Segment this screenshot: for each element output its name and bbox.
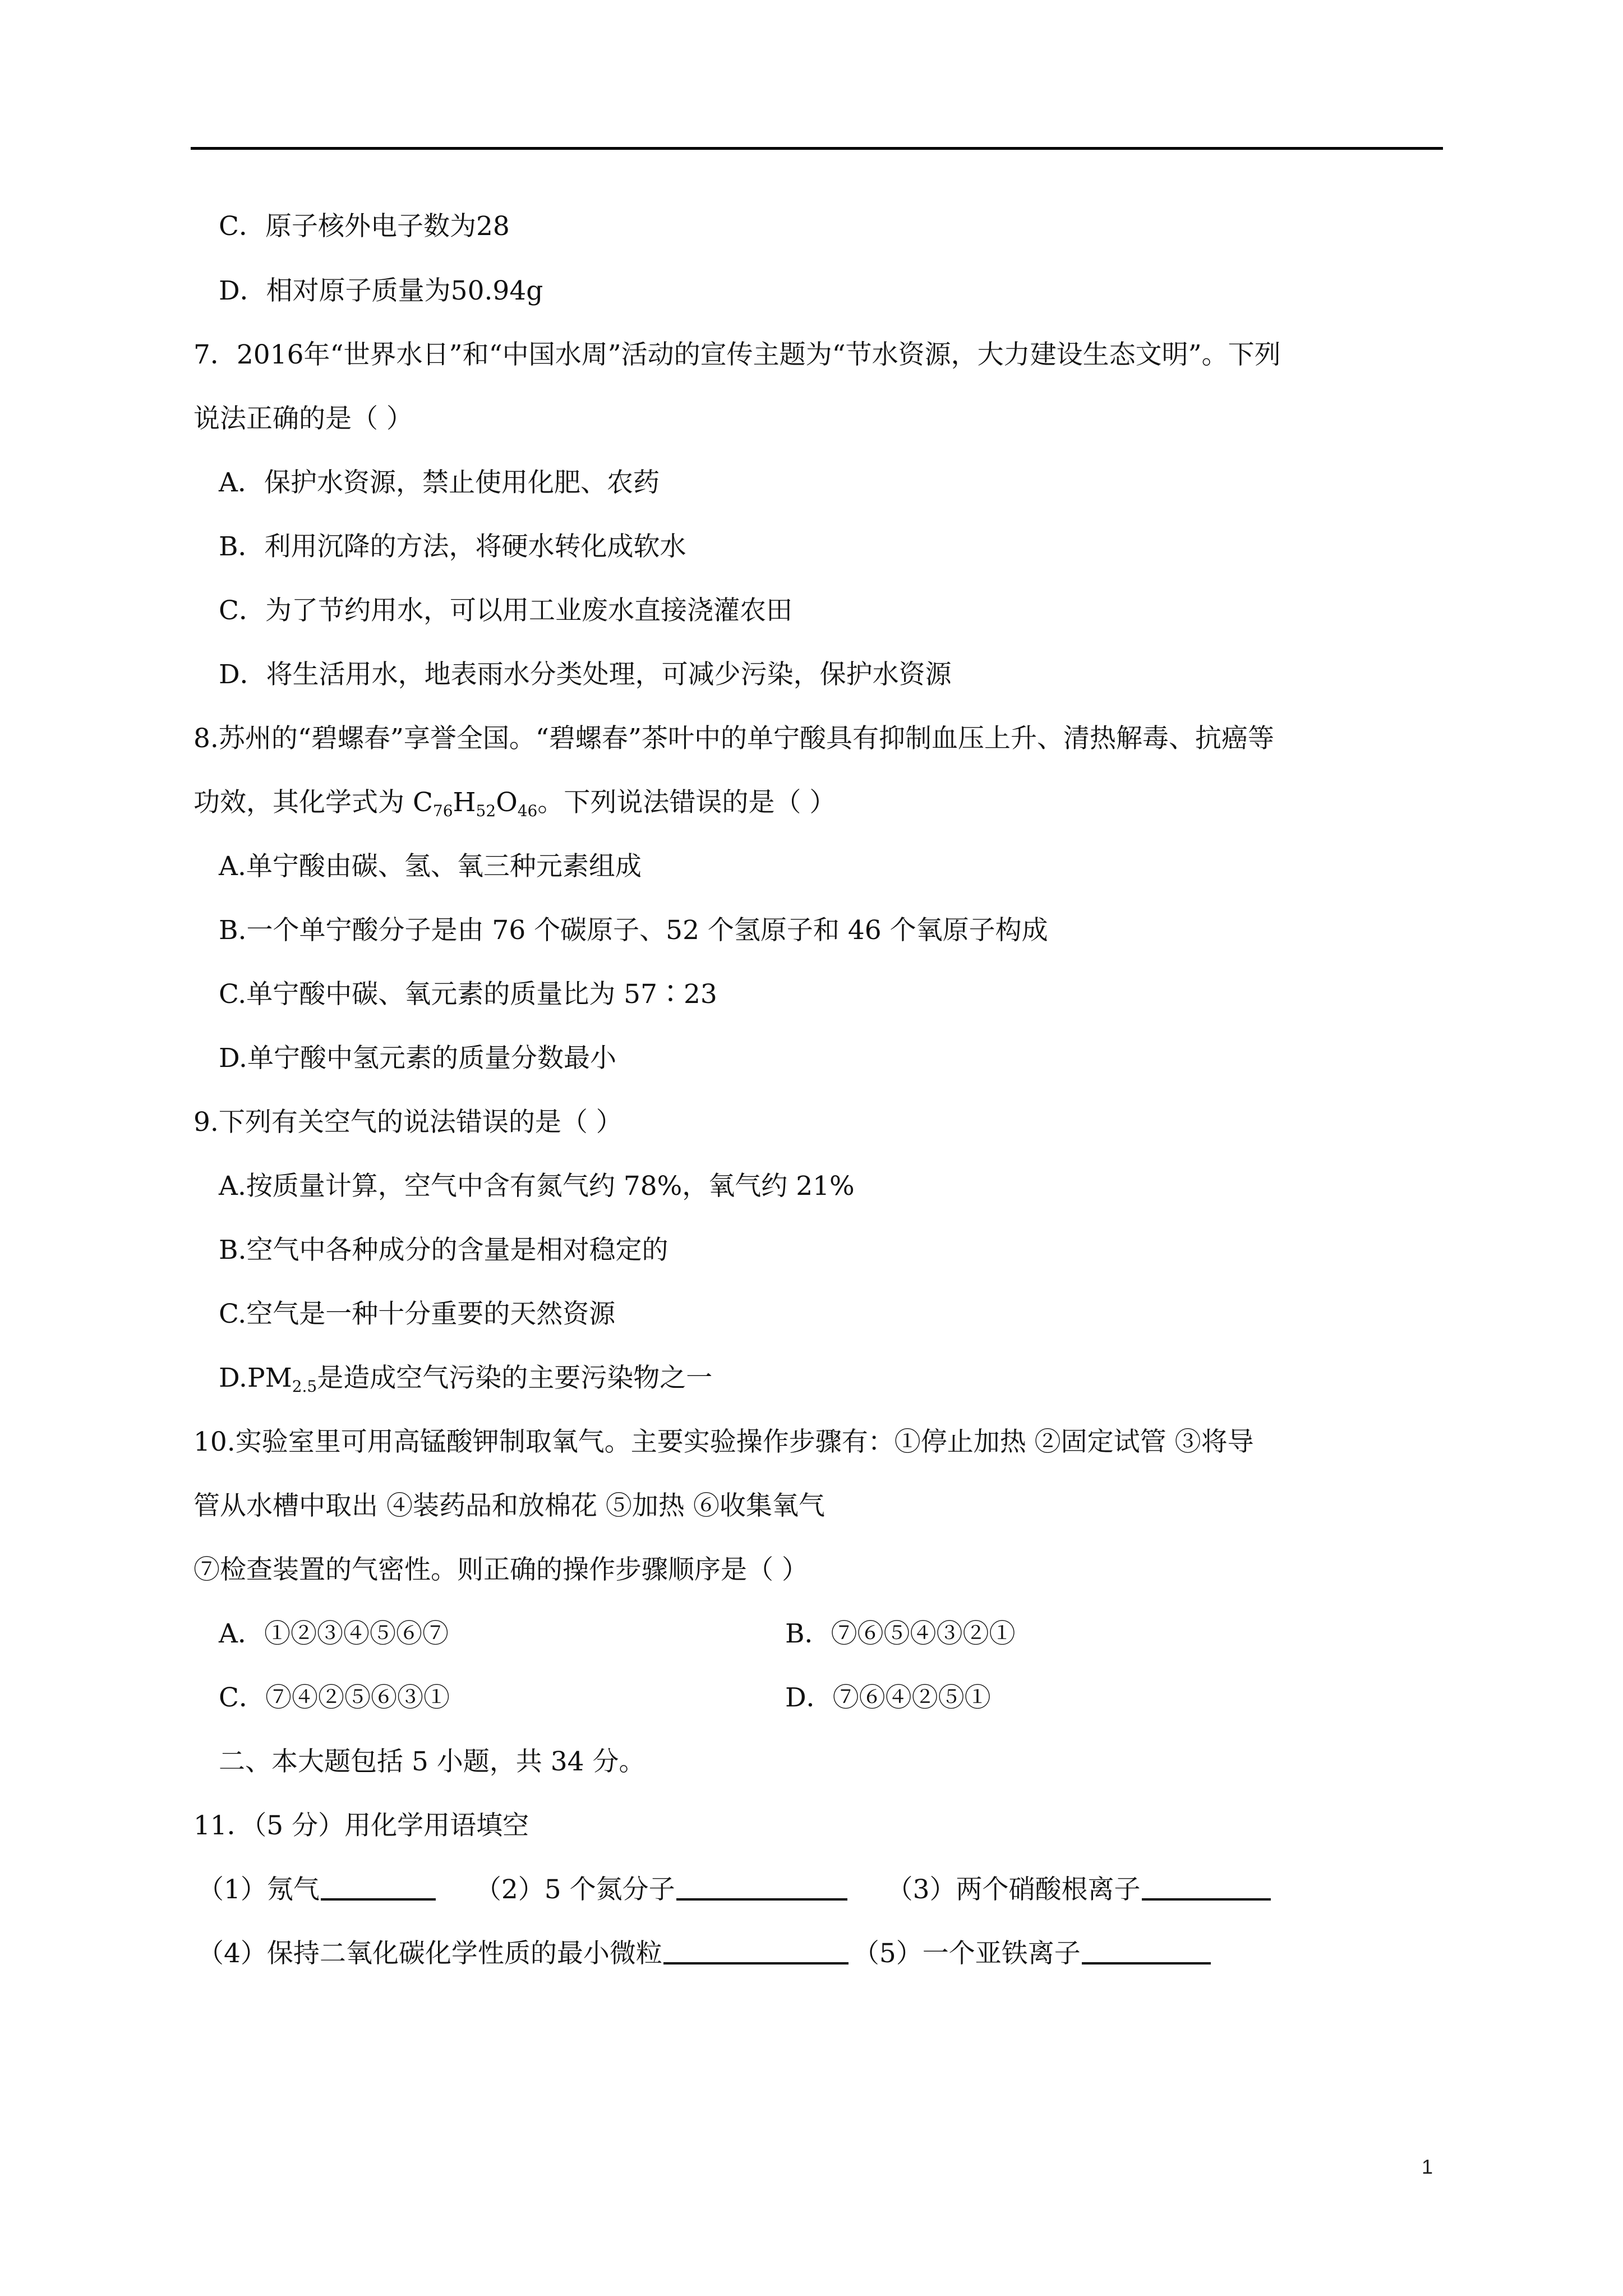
q7-option-d: D．将生活用水，地表雨水分类处理，可减少污染，保护水资源 bbox=[219, 659, 952, 690]
q11-part-1-label: （1）氖气 bbox=[197, 1874, 320, 1905]
header-rule bbox=[191, 147, 1443, 150]
section-2-heading: 二、本大题包括 5 小题，共 34 分。 bbox=[219, 1746, 645, 1777]
q7-stem-line-2: 说法正确的是（ ） bbox=[193, 403, 413, 434]
q8-formula-h: H bbox=[453, 787, 476, 818]
q8-stem-line-1: 8.苏州的“碧螺春”享誉全国。“碧螺春”茶叶中的单宁酸具有抑制血压上升、清热解毒、抗癌等 bbox=[193, 723, 1274, 754]
q6-option-d: D．相对原子质量为50.94g bbox=[219, 275, 543, 306]
q8-option-b: B.一个单宁酸分子是由 76 个碳原子、52 个氢原子和 46 个氧原子构成 bbox=[219, 915, 1048, 946]
q11-part-3-blank[interactable] bbox=[1142, 1874, 1271, 1901]
q10-option-b: B．⑦⑥⑤④③②① bbox=[785, 1618, 1016, 1649]
q10-stem-line-1: 10.实验室里可用高锰酸钾制取氧气。主要实验操作步骤有：①停止加热 ②固定试管 ③将导 bbox=[193, 1427, 1254, 1457]
q11-part-5-blank[interactable] bbox=[1082, 1938, 1211, 1964]
q8-stem-pre: 功效，其化学式为 C bbox=[193, 787, 433, 818]
q7-option-a: A．保护水资源，禁止使用化肥、农药 bbox=[219, 467, 660, 498]
q9-option-b: B.空气中各种成分的含量是相对稳定的 bbox=[219, 1235, 668, 1266]
q11-part-4-label: （4）保持二氧化碳化学性质的最小微粒 bbox=[197, 1938, 662, 1969]
q11-part-5-label: （5）一个亚铁离子 bbox=[852, 1938, 1081, 1969]
q8-option-c: C.单宁酸中碳、氧元素的质量比为 57∶23 bbox=[219, 979, 717, 1010]
q11-part-2-label: （2）5 个氮分子 bbox=[474, 1874, 675, 1905]
q9-option-a: A.按质量计算，空气中含有氮气约 78%，氧气约 21% bbox=[219, 1171, 855, 1202]
q10-option-a: A．①②③④⑤⑥⑦ bbox=[219, 1618, 449, 1649]
q8-stem-post: 。下列说法错误的是（ ） bbox=[537, 787, 836, 818]
page-number: 1 bbox=[1422, 2155, 1433, 2178]
q9-d-pre: D.PM bbox=[219, 1363, 292, 1393]
q6-option-c: C．原子核外电子数为28 bbox=[219, 211, 510, 242]
q11-part-3-label: （3）两个硝酸根离子 bbox=[886, 1874, 1141, 1905]
q11-stem: 11．（5 分）用化学用语填空 bbox=[193, 1810, 529, 1841]
q9-d-post: 是造成空气污染的主要污染物之一 bbox=[317, 1363, 713, 1393]
q7-option-c: C．为了节约用水，可以用工业废水直接浇灌农田 bbox=[219, 595, 792, 626]
q7-option-b: B．利用沉降的方法，将硬水转化成软水 bbox=[219, 531, 686, 562]
q10-stem-line-2: 管从水槽中取出 ④装药品和放棉花 ⑤加热 ⑥收集氧气 bbox=[193, 1490, 825, 1521]
q7-stem-line-1: 7．2016年“世界水日”和“中国水周”活动的宣传主题为“节水资源，大力建设生态文明”。下列 bbox=[193, 339, 1281, 370]
q10-option-d: D．⑦⑥④②⑤① bbox=[785, 1682, 991, 1713]
q9-option-d bbox=[219, 1361, 712, 1395]
q8-stem-line-2 bbox=[193, 786, 836, 820]
q9-d-sub: 2.5 bbox=[292, 1377, 317, 1396]
q11-row-1 bbox=[197, 1873, 1271, 1907]
q8-formula-sub-c: 76 bbox=[432, 802, 453, 820]
q9-option-c: C.空气是一种十分重要的天然资源 bbox=[219, 1299, 616, 1329]
q8-option-d: D.单宁酸中氢元素的质量分数最小 bbox=[219, 1043, 616, 1074]
q10-stem-line-3: ⑦检查装置的气密性。则正确的操作步骤顺序是（ ） bbox=[193, 1554, 808, 1585]
q10-option-c: C．⑦④②⑤⑥③① bbox=[219, 1682, 450, 1713]
q8-formula-sub-h: 52 bbox=[476, 802, 496, 820]
q11-row-2 bbox=[197, 1937, 1211, 1971]
q11-part-1-blank[interactable] bbox=[321, 1874, 436, 1901]
q8-formula-o: O bbox=[496, 787, 518, 818]
q11-part-4-blank[interactable] bbox=[663, 1938, 849, 1964]
q9-stem: 9.下列有关空气的说法错误的是（ ） bbox=[193, 1107, 623, 1138]
q11-part-2-blank[interactable] bbox=[676, 1874, 847, 1901]
q8-formula-sub-o: 46 bbox=[517, 802, 538, 820]
q8-option-a: A.单宁酸由碳、氢、氧三种元素组成 bbox=[219, 851, 642, 882]
